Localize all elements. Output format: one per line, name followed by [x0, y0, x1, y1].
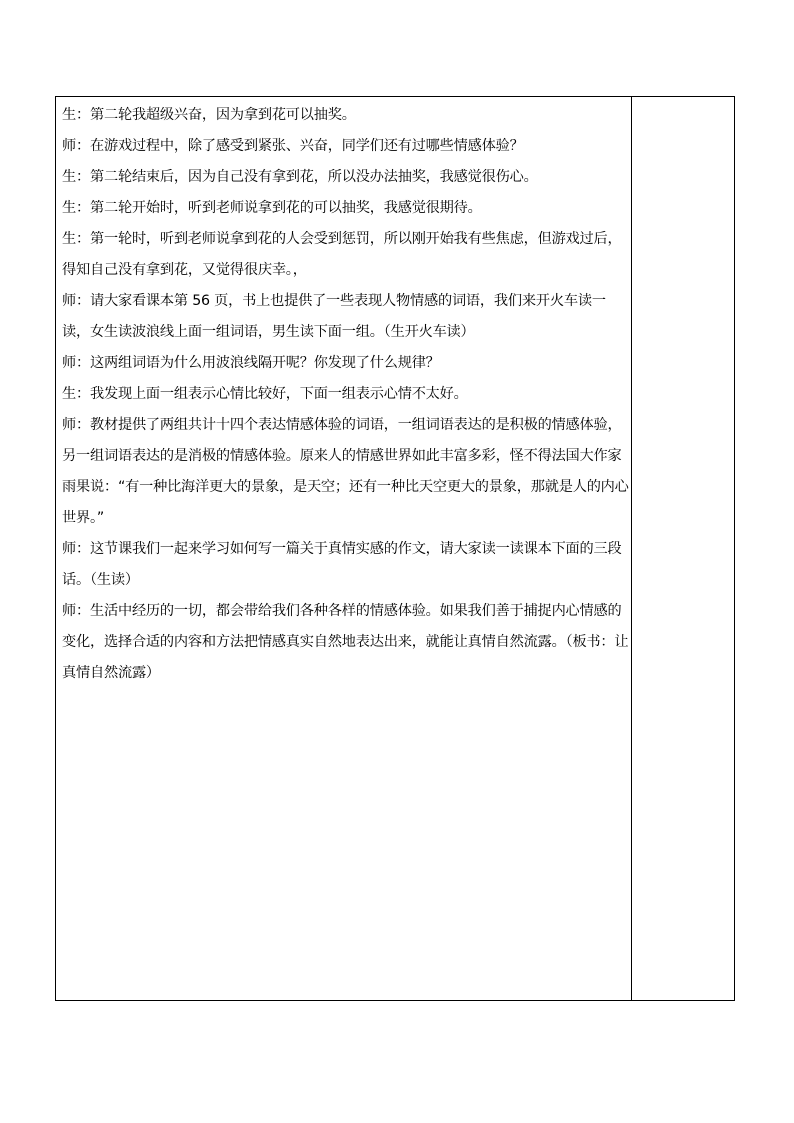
- dialogue-line: 师：在游戏过程中，除了感受到紧张、兴奋，同学们还有过哪些情感体验？: [62, 138, 524, 154]
- dialogue-line: 师：教材提供了两组共计十四个表达情感体验的词语，一组词语表达的是积极的情感体验，另一组词语表达的是消极的情感体验。原来人的情感世界如此丰富多彩，怪不得法国大作家雨果说：“有一种比海洋更大的景象，是天空；还有一种比天空更大的景象，那就是人的内心世界。”: [62, 417, 629, 526]
- dialogue-line: 生：第二轮我超级兴奋，因为拿到花可以抽奖。: [62, 107, 356, 123]
- lesson-table: [55, 96, 735, 1001]
- dialogue-line: 师：生活中经历的一切，都会带给我们各种各样的情感体验。如果我们善于捕捉内心情感的变化，选择合适的内容和方法把情感真实自然地表达出来，就能让真情自然流露。（板书：让真情自然流露）: [62, 603, 629, 681]
- dialogue-line: 师：请大家看课本第 56 页，书上也提供了一些表现人物情感的词语，我们来开火车读一读，女生读波浪线上面一组词语，男生读下面一组。（生开火车读）: [62, 293, 606, 340]
- lesson-content-cell: [56, 97, 631, 1000]
- dialogue-line: 师：这节课我们一起来学习如何写一篇关于真情实感的作文，请大家读一读课本下面的三段话。（生读）: [62, 541, 622, 588]
- dialogue-line: 生：第一轮时，听到老师说拿到花的人会受到惩罚，所以刚开始我有些焦虑，但游戏过后，得知自己没有拿到花，又觉得很庆幸。，: [62, 231, 622, 278]
- dialogue-line: 生：第二轮结束后，因为自己没有拿到花，所以没办法抽奖，我感觉很伤心。: [62, 169, 538, 185]
- notes-cell: [632, 97, 734, 1000]
- dialogue-line: 生：我发现上面一组表示心情比较好，下面一组表示心情不太好。: [62, 386, 468, 402]
- dialogue-line: 生：第二轮开始时，听到老师说拿到花的可以抽奖，我感觉很期待。: [62, 200, 482, 216]
- dialogue-line: 师：这两组词语为什么用波浪线隔开呢？你发现了什么规律？: [62, 355, 440, 371]
